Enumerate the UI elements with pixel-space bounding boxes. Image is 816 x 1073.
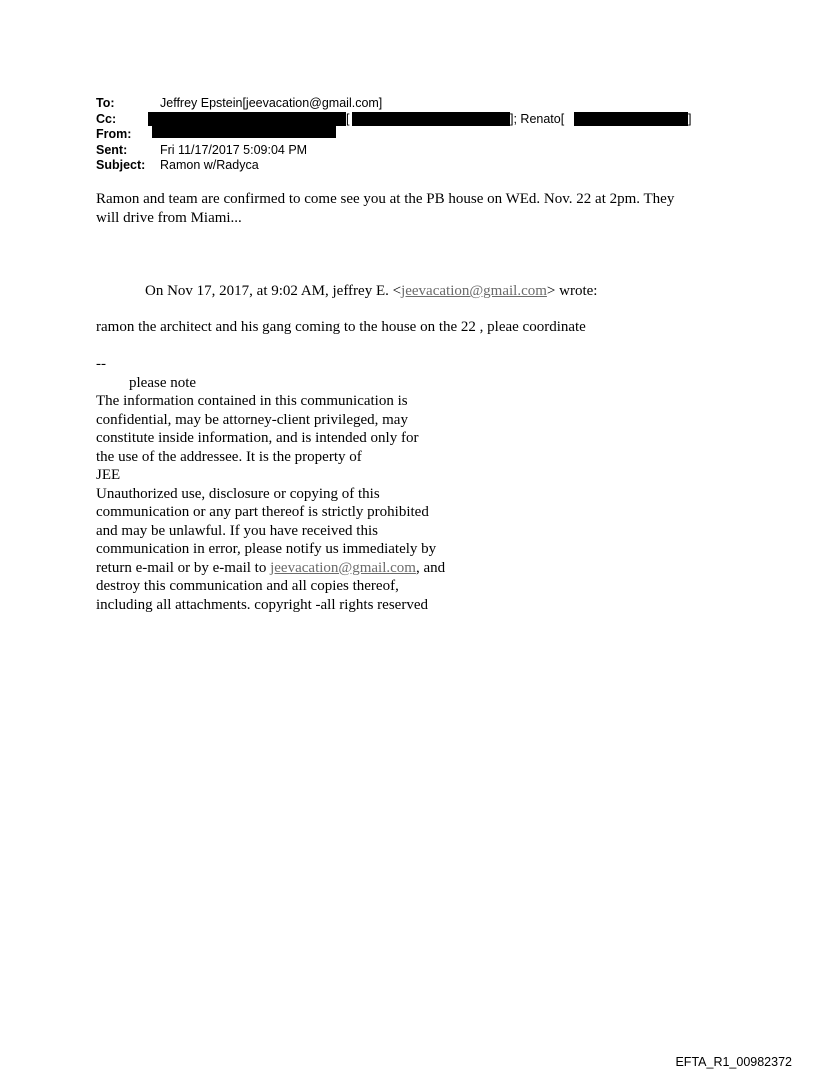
cc-renato: ]; Renato[ [510,111,565,126]
disclaimer-email-link[interactable]: jeevacation@gmail.com [270,559,416,576]
subject-label: Subject: [96,158,146,172]
disclaimer-line: the use of the addressee. It is the property of [96,448,362,465]
cc-bracket: [ [346,111,350,126]
subject-value: Ramon w/Radyca [160,158,259,172]
email-body [96,190,674,227]
disclaimer-line: communication or any part thereof is strictly prohibited [96,504,429,520]
disclaimer-line: confidential, may be attorney-client privileged, may [96,411,408,428]
disclaimer-line: destroy this communication and all copies thereof, [96,578,399,594]
to-label: To: [96,96,115,110]
body-line: will drive from Miami... [96,209,242,226]
redaction-bar [148,112,346,126]
please-note: please note [129,374,197,391]
to-value: Jeffrey Epstein[jeevacation@gmail.com] [160,96,383,110]
disclaimer-email-prefix: return e-mail or by e-mail to [96,559,271,576]
redaction-bar [574,112,688,126]
signature-block [96,355,445,614]
cc-end: ] [688,111,692,126]
from-label: From: [96,127,132,141]
quote-intro-suffix: > wrote: [546,283,598,299]
quote-email-link[interactable]: jeevacation@gmail.com [401,283,547,299]
disclaimer-line: constitute inside information, and is intended only for [96,430,419,446]
quote-intro [145,282,597,301]
disclaimer-line: The information contained in this communication is [96,393,408,409]
quoted-message: ramon the architect and his gang coming to the house on the 22 , pleae coordinate [96,319,586,335]
quote-intro-prefix: On Nov 17, 2017, at 9:02 AM, jeffrey E. < [145,283,402,299]
disclaimer-line: Unauthorized use, disclosure or copying of this [96,485,380,502]
disclaimer-line: JEE [96,467,121,483]
redaction-bar [352,112,510,126]
disclaimer-line: and may be unlawful. If you have received this [96,522,378,539]
disclaimer-email-suffix: , and [415,559,446,576]
redaction-bar [152,125,336,138]
document-id: EFTA_R1_00982372 [675,1055,792,1069]
sent-value: Fri 11/17/2017 5:09:04 PM [160,142,308,157]
disclaimer-line: communication in error, please notify us immediately by [96,541,437,557]
disclaimer-line: including all attachments. copyright -all rights reserved [96,596,428,613]
disclaimer-line-email [96,559,445,578]
body-line: Ramon and team are confirmed to come see you at the PB house on WEd. Nov. 22 at 2pm. They [96,191,675,207]
sent-label: Sent: [96,142,128,157]
signature-dashes: -- [96,356,106,372]
cc-label: Cc: [96,111,117,126]
